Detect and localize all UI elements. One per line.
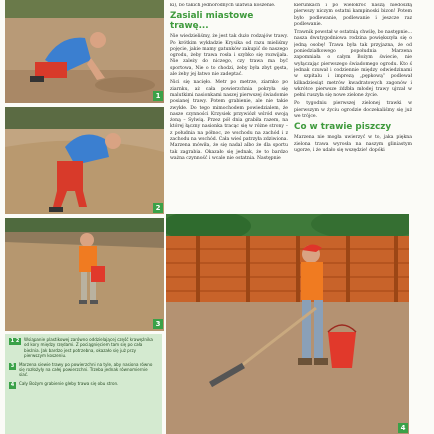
section-heading: Co w trawie piszczy <box>294 122 392 133</box>
body-paragraph: Nie wiedzieliśmy, że jest tak dużo rodzajów trawy. Po krótkim wykładzie Krysika od razu mieliśmy pojęcie, jakie mamy gatunków zakupić do naszego ogrodu, żeby trawa rosła i szybko się rozwijała. Nie zależy do niczego, czy trawa ma być sportowa, Nie o to chodzi, żeby była zbyt gęsta, ale żeby jej łatwo nie zadeptać. <box>170 34 288 78</box>
caption-text: Wsiąpanie plastikowej zarówno oddzielającej część krawężnika od kory między rzędami. Z pociągnięciem tam się po cała bieżnia. Jak bardzo jest potrzebna, okazało się już przy pierwszym koszeniu. <box>24 337 153 359</box>
photo-bending-man <box>5 107 164 214</box>
caption-number: 1 2 <box>10 338 20 344</box>
body-paragraph: Po tygodniu pierwszej zielonej trawki w pierwszym w życiu ogrodzie doczekaliśmy się już we trójce. <box>294 101 412 120</box>
photo-number-badge: 2 <box>153 203 163 213</box>
body-paragraph: kierunkach i po wielokroć naszą niedoszłą pierwszy niczym ostatni kampinoski bizon! Potem było podlewanie, podlewanie i jeszcze raz podlewanie. <box>294 3 412 27</box>
photo-kneeling-man <box>5 0 164 103</box>
caption-number: 4 <box>10 381 15 388</box>
photo-captions-panel <box>5 334 162 434</box>
article-column-middle <box>170 3 288 211</box>
photo-number-badge: 3 <box>153 319 163 329</box>
caption-number: 3 <box>10 362 15 369</box>
article-column-right <box>294 3 412 211</box>
caption-item <box>9 362 158 378</box>
photo-number-badge: 1 <box>153 91 163 101</box>
photo-number-badge: 4 <box>398 423 408 433</box>
caption-text: Marzena siewie trawy po powierzchni na tyle, aby nasiona równo się rozłożyły na całej powierzchni. Trzeba jednak równomiernie siać. <box>19 361 153 378</box>
caption-text: Cały Bożym grabienie gleby trawa się obu stron. <box>19 380 119 386</box>
body-paragraph: Trawnik powstał w ostatnią chwilę, bo następnie... nasza dwutygodniowa rodzina powiększyła się o jedną osobę! Trawa była tak przyjazna, że od poniedziałkowego popołudnia Marzena zapomniała o całym Bożym świecie, nie wyłączając pierwszego świadomego ogrodu. Kto ś jednak czuwał i codziennie między odwiedzinami w szpitalu i imprezą „pępkową” podlewał kilkadziesiąt metrów kwadratowych zagonów i wkrótce pierwsze źdźbła młodej trawy ujrzał w pełni ruszyła się nowe zielone życie. <box>294 30 412 99</box>
intro-text: ki), bo takich jednorodnych ulatwia koszenie. <box>170 3 276 8</box>
body-paragraph: Nici się nacięło. Metr po metrze, ziarnko po ziarnku, aż cała powierzchnia pokryła się malutkimi nasionkami naszej pierwszej świadomie posianej trawy. Potem grabienie, ale nie takie zwykłe. Do tego mimochodem powiedzialem, że nasze czynności Krzysiek przywiózł wśród swoją żoną – Sylwią. Przez pół dnia grabiła razem, na której łączny nasionka tracąc się w różne strony – z południa na północ, ze wschodu na zachód i z zachodu na wschód. Cała wieś patrzyła zdziwiona. Marzena mówiła, że się nadal albo że dla sportu tak zagrabia. Okazało się jednak, że to bardzo ważna czynność i wcale nie ostatnia. Następnie <box>170 80 288 161</box>
photo-woman-raking <box>166 214 409 434</box>
caption-item <box>9 381 158 389</box>
body-paragraph: Marzena nie mogła uwierzyć w to, jaka piękna zielona trawa wyrosła na naszym gliniastym ugorze, i że udało się wszędzie! dopóki <box>294 135 412 153</box>
photo-woman-bucket <box>5 218 164 331</box>
caption-item <box>9 337 158 359</box>
section-heading: Zasiali miastowe trawę... <box>170 11 254 32</box>
